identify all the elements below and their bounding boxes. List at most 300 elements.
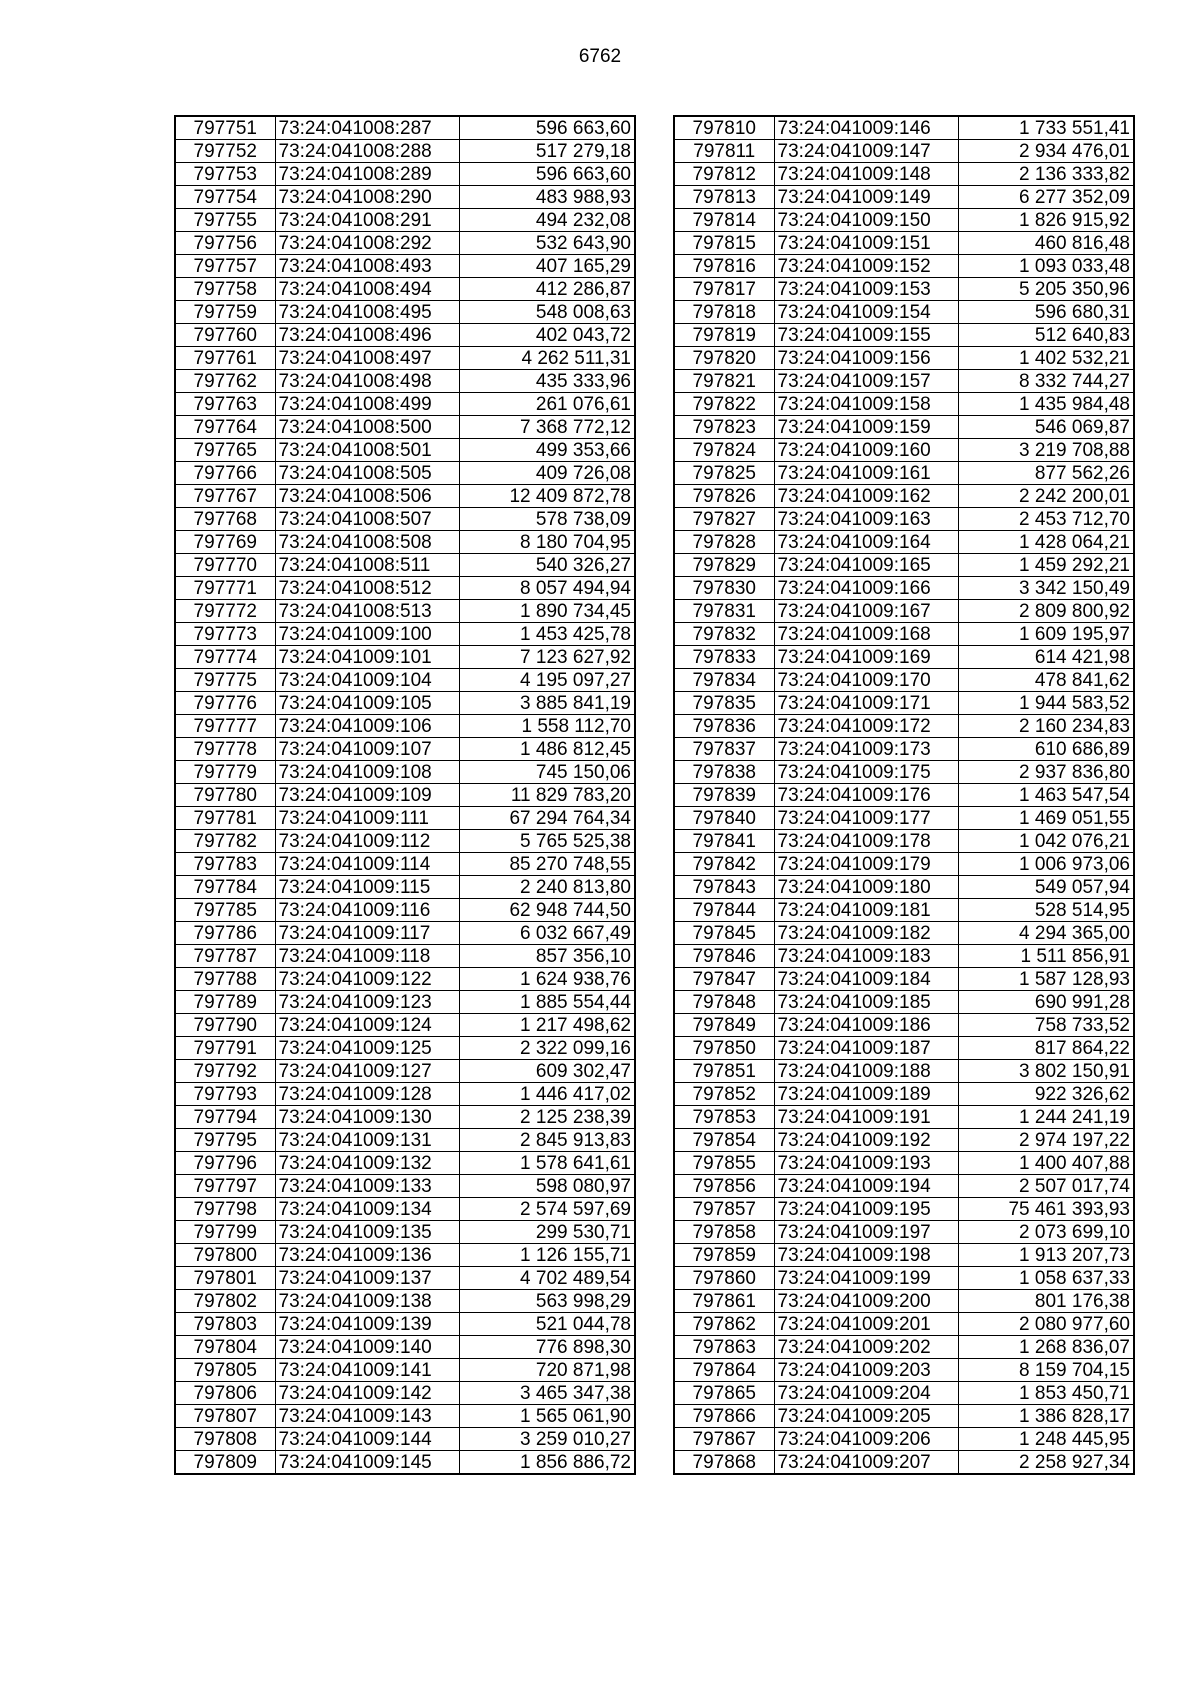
table-row: [674, 807, 1134, 830]
table-row: [175, 1221, 635, 1244]
value-cell: 1 435 984,48: [958, 393, 1134, 416]
table-row: [175, 899, 635, 922]
row-number-cell: 797787: [175, 945, 275, 968]
cadastral-number-cell: 73:24:041009:164: [774, 531, 958, 554]
table-row: [175, 830, 635, 853]
table-row: [674, 186, 1134, 209]
row-number-cell: 797771: [175, 577, 275, 600]
table-row: [674, 1267, 1134, 1290]
cadastral-number-cell: 73:24:041009:160: [774, 439, 958, 462]
row-number-cell: 797769: [175, 531, 275, 554]
value-cell: 517 279,18: [459, 140, 635, 163]
table-row: [175, 278, 635, 301]
cadastral-number-cell: 73:24:041009:115: [275, 876, 459, 899]
cadastral-number-cell: 73:24:041008:288: [275, 140, 459, 163]
value-cell: 2 845 913,83: [459, 1129, 635, 1152]
table-row: [674, 991, 1134, 1014]
row-number-cell: 797754: [175, 186, 275, 209]
table-row: [674, 1382, 1134, 1405]
table-row: [674, 485, 1134, 508]
value-cell: 1 400 407,88: [958, 1152, 1134, 1175]
cadastral-number-cell: 73:24:041009:128: [275, 1083, 459, 1106]
table-row: [674, 715, 1134, 738]
value-cell: 758 733,52: [958, 1014, 1134, 1037]
table-row: [674, 1014, 1134, 1037]
table-row: [674, 209, 1134, 232]
row-number-cell: 797832: [674, 623, 774, 646]
table-row: [674, 1083, 1134, 1106]
table-row: [674, 1290, 1134, 1313]
value-cell: 478 841,62: [958, 669, 1134, 692]
cadastral-number-cell: 73:24:041009:108: [275, 761, 459, 784]
value-cell: 596 663,60: [459, 116, 635, 140]
row-number-cell: 797866: [674, 1405, 774, 1428]
row-number-cell: 797823: [674, 416, 774, 439]
table-row: [175, 1451, 635, 1475]
row-number-cell: 797766: [175, 462, 275, 485]
cadastral-number-cell: 73:24:041009:166: [774, 577, 958, 600]
row-number-cell: 797757: [175, 255, 275, 278]
cadastral-number-cell: 73:24:041009:175: [774, 761, 958, 784]
cadastral-number-cell: 73:24:041008:497: [275, 347, 459, 370]
cadastral-number-cell: 73:24:041009:107: [275, 738, 459, 761]
row-number-cell: 797793: [175, 1083, 275, 1106]
row-number-cell: 797828: [674, 531, 774, 554]
cadastral-number-cell: 73:24:041009:116: [275, 899, 459, 922]
cadastral-number-cell: 73:24:041009:161: [774, 462, 958, 485]
cadastral-number-cell: 73:24:041009:109: [275, 784, 459, 807]
cadastral-number-cell: 73:24:041009:148: [774, 163, 958, 186]
cadastral-number-cell: 73:24:041008:493: [275, 255, 459, 278]
row-number-cell: 797867: [674, 1428, 774, 1451]
row-number-cell: 797781: [175, 807, 275, 830]
cadastral-number-cell: 73:24:041008:507: [275, 508, 459, 531]
value-cell: 460 816,48: [958, 232, 1134, 255]
register-table-right: [673, 115, 1135, 1475]
cadastral-number-cell: 73:24:041009:125: [275, 1037, 459, 1060]
cadastral-number-cell: 73:24:041009:202: [774, 1336, 958, 1359]
value-cell: 1 248 445,95: [958, 1428, 1134, 1451]
value-cell: 546 069,87: [958, 416, 1134, 439]
table-row: [674, 324, 1134, 347]
cadastral-number-cell: 73:24:041009:154: [774, 301, 958, 324]
cadastral-number-cell: 73:24:041009:124: [275, 1014, 459, 1037]
value-cell: 614 421,98: [958, 646, 1134, 669]
value-cell: 6 032 667,49: [459, 922, 635, 945]
row-number-cell: 797797: [175, 1175, 275, 1198]
value-cell: 2 322 099,16: [459, 1037, 635, 1060]
cadastral-number-cell: 73:24:041009:136: [275, 1244, 459, 1267]
table-row: [175, 554, 635, 577]
table-row: [674, 554, 1134, 577]
table-row: [674, 1037, 1134, 1060]
cadastral-number-cell: 73:24:041009:162: [774, 485, 958, 508]
row-number-cell: 797780: [175, 784, 275, 807]
row-number-cell: 797842: [674, 853, 774, 876]
table-row: [175, 186, 635, 209]
table-row: [674, 692, 1134, 715]
value-cell: 7 368 772,12: [459, 416, 635, 439]
cadastral-number-cell: 73:24:041009:172: [774, 715, 958, 738]
cadastral-number-cell: 73:24:041009:180: [774, 876, 958, 899]
row-number-cell: 797800: [175, 1244, 275, 1267]
cadastral-number-cell: 73:24:041008:495: [275, 301, 459, 324]
row-number-cell: 797820: [674, 347, 774, 370]
cadastral-number-cell: 73:24:041009:141: [275, 1359, 459, 1382]
value-cell: 776 898,30: [459, 1336, 635, 1359]
value-cell: 1 126 155,71: [459, 1244, 635, 1267]
cadastral-number-cell: 73:24:041009:198: [774, 1244, 958, 1267]
value-cell: 2 242 200,01: [958, 485, 1134, 508]
value-cell: 1 609 195,97: [958, 623, 1134, 646]
cadastral-number-cell: 73:24:041009:159: [774, 416, 958, 439]
row-number-cell: 797818: [674, 301, 774, 324]
value-cell: 1 453 425,78: [459, 623, 635, 646]
row-number-cell: 797812: [674, 163, 774, 186]
row-number-cell: 797857: [674, 1198, 774, 1221]
table-row: [175, 807, 635, 830]
table-row: [674, 531, 1134, 554]
table-row: [175, 1267, 635, 1290]
cadastral-number-cell: 73:24:041008:498: [275, 370, 459, 393]
value-cell: 299 530,71: [459, 1221, 635, 1244]
table-row: [674, 761, 1134, 784]
row-number-cell: 797816: [674, 255, 774, 278]
cadastral-number-cell: 73:24:041008:505: [275, 462, 459, 485]
row-number-cell: 797763: [175, 393, 275, 416]
value-cell: 1 913 207,73: [958, 1244, 1134, 1267]
value-cell: 1 624 938,76: [459, 968, 635, 991]
cadastral-number-cell: 73:24:041008:291: [275, 209, 459, 232]
row-number-cell: 797865: [674, 1382, 774, 1405]
cadastral-number-cell: 73:24:041009:204: [774, 1382, 958, 1405]
table-row: [674, 439, 1134, 462]
value-cell: 2 974 197,22: [958, 1129, 1134, 1152]
row-number-cell: 797824: [674, 439, 774, 462]
table-row: [175, 416, 635, 439]
table-row: [175, 140, 635, 163]
value-cell: 528 514,95: [958, 899, 1134, 922]
cadastral-number-cell: 73:24:041009:122: [275, 968, 459, 991]
cadastral-number-cell: 73:24:041009:144: [275, 1428, 459, 1451]
value-cell: 598 080,97: [459, 1175, 635, 1198]
row-number-cell: 797809: [175, 1451, 275, 1475]
row-number-cell: 797810: [674, 116, 774, 140]
value-cell: 1 463 547,54: [958, 784, 1134, 807]
row-number-cell: 797795: [175, 1129, 275, 1152]
table-row: [674, 922, 1134, 945]
table-row: [674, 669, 1134, 692]
table-row: [175, 784, 635, 807]
cadastral-number-cell: 73:24:041008:513: [275, 600, 459, 623]
cadastral-number-cell: 73:24:041009:139: [275, 1313, 459, 1336]
row-number-cell: 797813: [674, 186, 774, 209]
table-row: [175, 370, 635, 393]
value-cell: 4 262 511,31: [459, 347, 635, 370]
cadastral-number-cell: 73:24:041009:104: [275, 669, 459, 692]
table-row: [175, 1037, 635, 1060]
table-row: [674, 232, 1134, 255]
value-cell: 1 244 241,19: [958, 1106, 1134, 1129]
value-cell: 1 733 551,41: [958, 116, 1134, 140]
value-cell: 3 802 150,91: [958, 1060, 1134, 1083]
cadastral-number-cell: 73:24:041009:165: [774, 554, 958, 577]
value-cell: 1 386 828,17: [958, 1405, 1134, 1428]
table-row: [175, 1106, 635, 1129]
table-row: [175, 1175, 635, 1198]
cadastral-number-cell: 73:24:041009:168: [774, 623, 958, 646]
row-number-cell: 797760: [175, 324, 275, 347]
table-row: [175, 232, 635, 255]
table-row: [175, 623, 635, 646]
row-number-cell: 797819: [674, 324, 774, 347]
cadastral-number-cell: 73:24:041009:138: [275, 1290, 459, 1313]
value-cell: 1 459 292,21: [958, 554, 1134, 577]
value-cell: 12 409 872,78: [459, 485, 635, 508]
table-row: [175, 209, 635, 232]
table-row: [674, 1336, 1134, 1359]
cadastral-number-cell: 73:24:041009:187: [774, 1037, 958, 1060]
table-row: [175, 1382, 635, 1405]
table-row: [674, 876, 1134, 899]
table-row: [674, 163, 1134, 186]
row-number-cell: 797767: [175, 485, 275, 508]
table-row: [674, 393, 1134, 416]
cadastral-number-cell: 73:24:041009:132: [275, 1152, 459, 1175]
table-row: [674, 945, 1134, 968]
cadastral-number-cell: 73:24:041009:131: [275, 1129, 459, 1152]
value-cell: 4 294 365,00: [958, 922, 1134, 945]
row-number-cell: 797782: [175, 830, 275, 853]
cadastral-number-cell: 73:24:041008:508: [275, 531, 459, 554]
cadastral-number-cell: 73:24:041009:178: [774, 830, 958, 853]
cadastral-number-cell: 73:24:041008:501: [275, 439, 459, 462]
cadastral-number-cell: 73:24:041008:287: [275, 116, 459, 140]
table-row: [175, 876, 635, 899]
row-number-cell: 797807: [175, 1405, 275, 1428]
value-cell: 8 332 744,27: [958, 370, 1134, 393]
row-number-cell: 797845: [674, 922, 774, 945]
row-number-cell: 797846: [674, 945, 774, 968]
table-row: [674, 1244, 1134, 1267]
table-row: [175, 508, 635, 531]
row-number-cell: 797843: [674, 876, 774, 899]
cadastral-number-cell: 73:24:041009:146: [774, 116, 958, 140]
value-cell: 1 587 128,93: [958, 968, 1134, 991]
row-number-cell: 797759: [175, 301, 275, 324]
cadastral-number-cell: 73:24:041009:150: [774, 209, 958, 232]
table-row: [674, 1175, 1134, 1198]
row-number-cell: 797841: [674, 830, 774, 853]
value-cell: 2 080 977,60: [958, 1313, 1134, 1336]
value-cell: 532 643,90: [459, 232, 635, 255]
value-cell: 609 302,47: [459, 1060, 635, 1083]
table-row: [674, 255, 1134, 278]
table-row: [674, 899, 1134, 922]
value-cell: 2 453 712,70: [958, 508, 1134, 531]
table-row: [674, 1060, 1134, 1083]
row-number-cell: 797770: [175, 554, 275, 577]
row-number-cell: 797822: [674, 393, 774, 416]
value-cell: 801 176,38: [958, 1290, 1134, 1313]
value-cell: 1 826 915,92: [958, 209, 1134, 232]
cadastral-number-cell: 73:24:041009:134: [275, 1198, 459, 1221]
cadastral-number-cell: 73:24:041009:145: [275, 1451, 459, 1475]
row-number-cell: 797798: [175, 1198, 275, 1221]
row-number-cell: 797789: [175, 991, 275, 1014]
value-cell: 3 885 841,19: [459, 692, 635, 715]
value-cell: 435 333,96: [459, 370, 635, 393]
row-number-cell: 797773: [175, 623, 275, 646]
cadastral-number-cell: 73:24:041009:100: [275, 623, 459, 646]
cadastral-number-cell: 73:24:041008:499: [275, 393, 459, 416]
table-row: [175, 1152, 635, 1175]
value-cell: 1 268 836,07: [958, 1336, 1134, 1359]
row-number-cell: 797859: [674, 1244, 774, 1267]
value-cell: 11 829 783,20: [459, 784, 635, 807]
cadastral-number-cell: 73:24:041009:183: [774, 945, 958, 968]
table-row: [175, 1428, 635, 1451]
cadastral-number-cell: 73:24:041009:179: [774, 853, 958, 876]
row-number-cell: 797837: [674, 738, 774, 761]
cadastral-number-cell: 73:24:041009:158: [774, 393, 958, 416]
table-row: [175, 1313, 635, 1336]
table-row: [175, 485, 635, 508]
row-number-cell: 797868: [674, 1451, 774, 1475]
cadastral-number-cell: 73:24:041009:171: [774, 692, 958, 715]
row-number-cell: 797783: [175, 853, 275, 876]
table-row: [175, 1290, 635, 1313]
value-cell: 563 998,29: [459, 1290, 635, 1313]
table-row: [175, 945, 635, 968]
cadastral-number-cell: 73:24:041008:494: [275, 278, 459, 301]
value-cell: 922 326,62: [958, 1083, 1134, 1106]
row-number-cell: 797755: [175, 209, 275, 232]
cadastral-number-cell: 73:24:041009:191: [774, 1106, 958, 1129]
cadastral-number-cell: 73:24:041009:167: [774, 600, 958, 623]
table-row: [175, 301, 635, 324]
cadastral-number-cell: 73:24:041009:137: [275, 1267, 459, 1290]
value-cell: 1 578 641,61: [459, 1152, 635, 1175]
value-cell: 1 217 498,62: [459, 1014, 635, 1037]
row-number-cell: 797830: [674, 577, 774, 600]
page-number: 6762: [578, 46, 622, 67]
cadastral-number-cell: 73:24:041009:152: [774, 255, 958, 278]
value-cell: 1 006 973,06: [958, 853, 1134, 876]
row-number-cell: 797831: [674, 600, 774, 623]
value-cell: 548 008,63: [459, 301, 635, 324]
table-row: [175, 116, 635, 140]
row-number-cell: 797777: [175, 715, 275, 738]
cadastral-number-cell: 73:24:041009:114: [275, 853, 459, 876]
row-number-cell: 797861: [674, 1290, 774, 1313]
cadastral-number-cell: 73:24:041009:140: [275, 1336, 459, 1359]
value-cell: 1 042 076,21: [958, 830, 1134, 853]
row-number-cell: 797838: [674, 761, 774, 784]
row-number-cell: 797856: [674, 1175, 774, 1198]
cadastral-number-cell: 73:24:041009:189: [774, 1083, 958, 1106]
cadastral-number-cell: 73:24:041009:177: [774, 807, 958, 830]
cadastral-number-cell: 73:24:041009:184: [774, 968, 958, 991]
row-number-cell: 797844: [674, 899, 774, 922]
row-number-cell: 797802: [175, 1290, 275, 1313]
row-number-cell: 797829: [674, 554, 774, 577]
cadastral-number-cell: 73:24:041009:123: [275, 991, 459, 1014]
value-cell: 1 890 734,45: [459, 600, 635, 623]
value-cell: 1 058 637,33: [958, 1267, 1134, 1290]
row-number-cell: 797836: [674, 715, 774, 738]
cadastral-number-cell: 73:24:041009:205: [774, 1405, 958, 1428]
value-cell: 7 123 627,92: [459, 646, 635, 669]
row-number-cell: 797852: [674, 1083, 774, 1106]
value-cell: 1 486 812,45: [459, 738, 635, 761]
value-cell: 1 558 112,70: [459, 715, 635, 738]
row-number-cell: 797848: [674, 991, 774, 1014]
value-cell: 8 159 704,15: [958, 1359, 1134, 1382]
value-cell: 1 402 532,21: [958, 347, 1134, 370]
value-cell: 2 809 800,92: [958, 600, 1134, 623]
row-number-cell: 797821: [674, 370, 774, 393]
value-cell: 2 934 476,01: [958, 140, 1134, 163]
row-number-cell: 797814: [674, 209, 774, 232]
cadastral-number-cell: 73:24:041009:101: [275, 646, 459, 669]
table-row: [175, 1060, 635, 1083]
value-cell: 3 259 010,27: [459, 1428, 635, 1451]
cadastral-number-cell: 73:24:041008:506: [275, 485, 459, 508]
cadastral-number-cell: 73:24:041009:157: [774, 370, 958, 393]
table-row: [175, 347, 635, 370]
row-number-cell: 797851: [674, 1060, 774, 1083]
value-cell: 2 574 597,69: [459, 1198, 635, 1221]
cadastral-number-cell: 73:24:041009:194: [774, 1175, 958, 1198]
table-row: [175, 531, 635, 554]
cadastral-number-cell: 73:24:041008:511: [275, 554, 459, 577]
cadastral-number-cell: 73:24:041009:193: [774, 1152, 958, 1175]
cadastral-number-cell: 73:24:041009:199: [774, 1267, 958, 1290]
value-cell: 8 057 494,94: [459, 577, 635, 600]
row-number-cell: 797796: [175, 1152, 275, 1175]
table-row: [674, 370, 1134, 393]
row-number-cell: 797864: [674, 1359, 774, 1382]
table-row: [674, 278, 1134, 301]
table-row: [175, 738, 635, 761]
table-row: [175, 163, 635, 186]
table-row: [175, 991, 635, 1014]
cadastral-number-cell: 73:24:041009:182: [774, 922, 958, 945]
row-number-cell: 797778: [175, 738, 275, 761]
cadastral-number-cell: 73:24:041009:169: [774, 646, 958, 669]
row-number-cell: 797765: [175, 439, 275, 462]
value-cell: 1 565 061,90: [459, 1405, 635, 1428]
row-number-cell: 797827: [674, 508, 774, 531]
value-cell: 578 738,09: [459, 508, 635, 531]
table-row: [175, 393, 635, 416]
value-cell: 1 446 417,02: [459, 1083, 635, 1106]
cadastral-number-cell: 73:24:041009:156: [774, 347, 958, 370]
cadastral-number-cell: 73:24:041009:112: [275, 830, 459, 853]
row-number-cell: 797840: [674, 807, 774, 830]
cadastral-number-cell: 73:24:041009:143: [275, 1405, 459, 1428]
table-row: [175, 1405, 635, 1428]
value-cell: 2 507 017,74: [958, 1175, 1134, 1198]
cadastral-number-cell: 73:24:041009:117: [275, 922, 459, 945]
value-cell: 6 277 352,09: [958, 186, 1134, 209]
row-number-cell: 797855: [674, 1152, 774, 1175]
value-cell: 494 232,08: [459, 209, 635, 232]
value-cell: 2 160 234,83: [958, 715, 1134, 738]
table-row: [175, 1198, 635, 1221]
cadastral-number-cell: 73:24:041008:292: [275, 232, 459, 255]
